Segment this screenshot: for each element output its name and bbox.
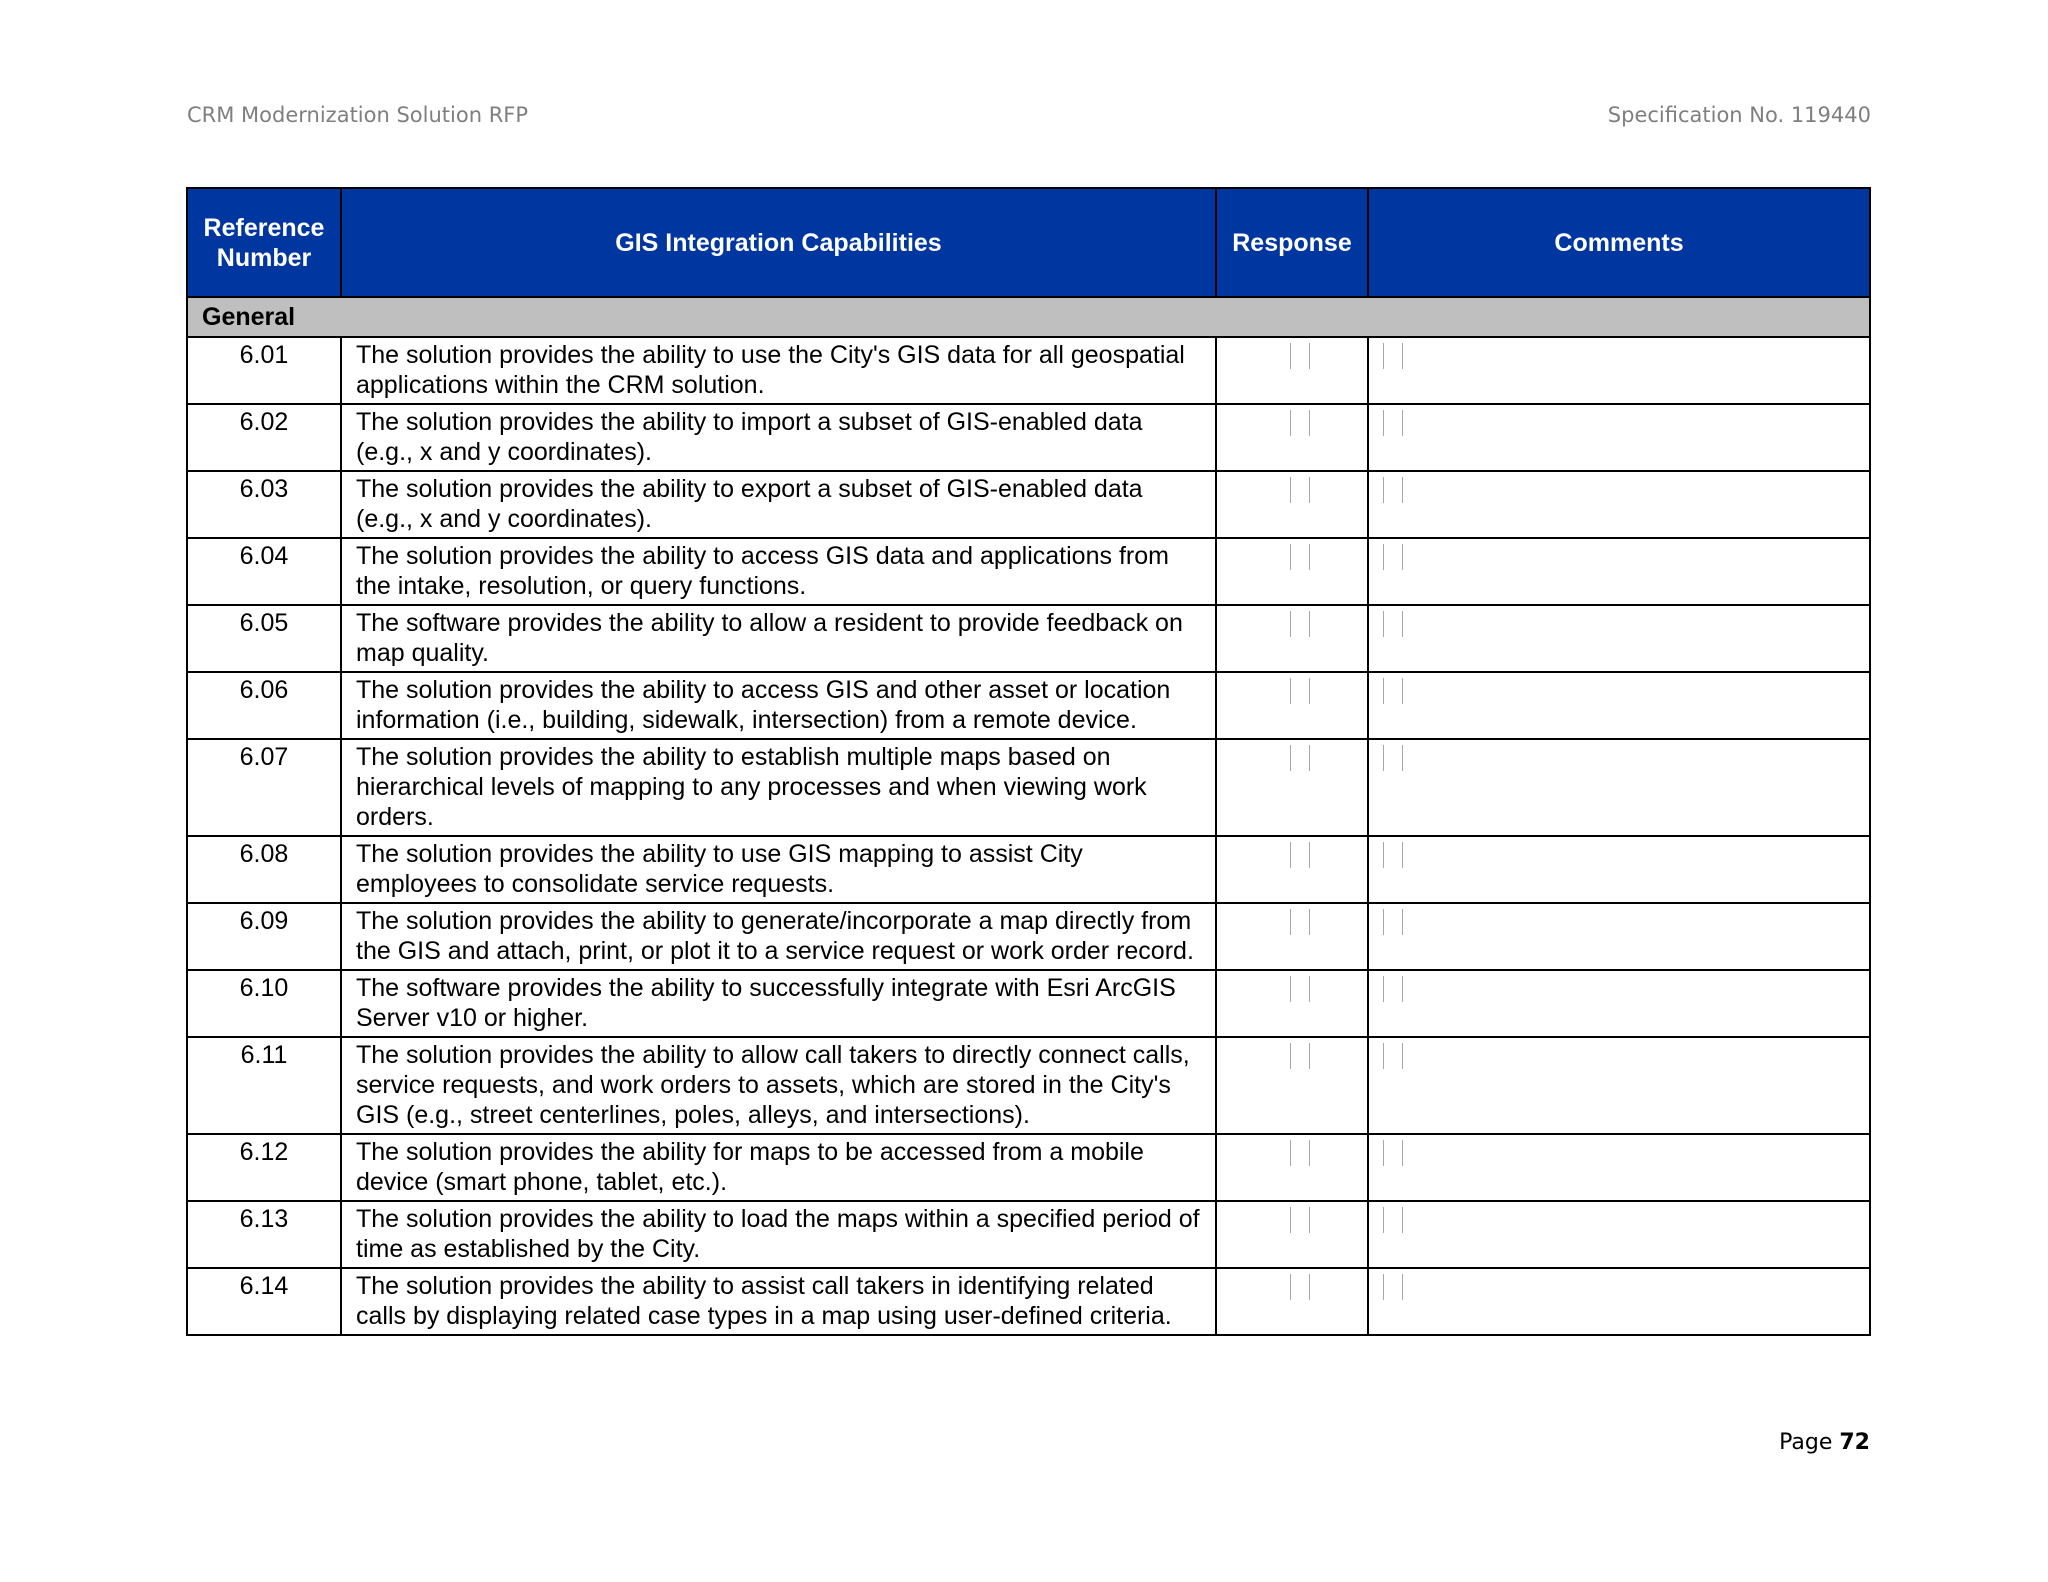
comments-form-field[interactable]	[1383, 842, 1403, 868]
comments-form-field[interactable]	[1383, 1274, 1403, 1300]
comments-cell[interactable]	[1368, 404, 1870, 471]
reference-number-cell: 6.04	[187, 538, 341, 605]
column-header-comments: Comments	[1368, 188, 1870, 297]
comments-cell[interactable]	[1368, 672, 1870, 739]
capability-description-cell: The software provides the ability to allow a resident to provide feedback on map quality.	[341, 605, 1216, 672]
capability-description-cell: The solution provides the ability to use the City's GIS data for all geospatial applications within the CRM solution.	[341, 337, 1216, 404]
response-form-field[interactable]	[1290, 842, 1310, 868]
comments-cell[interactable]	[1368, 836, 1870, 903]
comments-cell[interactable]	[1368, 605, 1870, 672]
page-number: 72	[1839, 1430, 1870, 1455]
reference-number-cell: 6.10	[187, 970, 341, 1037]
capability-description-cell: The solution provides the ability to access GIS and other asset or location information (i.e., building, sidewalk, intersection) from a remote device.	[341, 672, 1216, 739]
response-cell[interactable]	[1216, 471, 1368, 538]
response-form-field[interactable]	[1290, 1140, 1310, 1166]
capability-description-cell: The software provides the ability to successfully integrate with Esri ArcGIS Server v10 or higher.	[341, 970, 1216, 1037]
response-form-field[interactable]	[1290, 678, 1310, 704]
column-header-response: Response	[1216, 188, 1368, 297]
capability-description-cell: The solution provides the ability to load the maps within a specified period of time as established by the City.	[341, 1201, 1216, 1268]
comments-cell[interactable]	[1368, 538, 1870, 605]
capability-description-cell: The solution provides the ability to use GIS mapping to assist City employees to consolidate service requests.	[341, 836, 1216, 903]
requirements-table	[186, 187, 1871, 1336]
capability-description-cell: The solution provides the ability to export a subset of GIS-enabled data (e.g., x and y coordinates).	[341, 471, 1216, 538]
comments-cell[interactable]	[1368, 970, 1870, 1037]
response-form-field[interactable]	[1290, 976, 1310, 1002]
capability-description-cell: The solution provides the ability to import a subset of GIS-enabled data (e.g., x and y coordinates).	[341, 404, 1216, 471]
response-cell[interactable]	[1216, 538, 1368, 605]
response-cell[interactable]	[1216, 1201, 1368, 1268]
comments-form-field[interactable]	[1383, 678, 1403, 704]
comments-cell[interactable]	[1368, 471, 1870, 538]
table-row	[187, 471, 1870, 538]
table-row	[187, 1201, 1870, 1268]
table-row	[187, 1268, 1870, 1335]
section-label: General	[187, 297, 1870, 337]
response-form-field[interactable]	[1290, 1043, 1310, 1069]
table-row	[187, 337, 1870, 404]
response-cell[interactable]	[1216, 605, 1368, 672]
reference-number-cell: 6.12	[187, 1134, 341, 1201]
comments-cell[interactable]	[1368, 1134, 1870, 1201]
column-header-capabilities: GIS Integration Capabilities	[341, 188, 1216, 297]
section-row-general	[187, 297, 1870, 337]
response-cell[interactable]	[1216, 1134, 1368, 1201]
response-form-field[interactable]	[1290, 745, 1310, 771]
comments-form-field[interactable]	[1383, 745, 1403, 771]
page-label: Page	[1779, 1430, 1833, 1455]
comments-cell[interactable]	[1368, 1268, 1870, 1335]
capability-description-cell: The solution provides the ability to generate/incorporate a map directly from the GIS and attach, print, or plot it to a service request or work order record.	[341, 903, 1216, 970]
table-row	[187, 1134, 1870, 1201]
table-row	[187, 1037, 1870, 1134]
response-cell[interactable]	[1216, 836, 1368, 903]
comments-form-field[interactable]	[1383, 611, 1403, 637]
response-cell[interactable]	[1216, 739, 1368, 836]
page-footer	[1779, 1430, 1870, 1455]
reference-number-cell: 6.13	[187, 1201, 341, 1268]
response-form-field[interactable]	[1290, 410, 1310, 436]
comments-cell[interactable]	[1368, 1037, 1870, 1134]
response-form-field[interactable]	[1290, 1274, 1310, 1300]
comments-cell[interactable]	[1368, 903, 1870, 970]
table-row	[187, 739, 1870, 836]
comments-form-field[interactable]	[1383, 410, 1403, 436]
response-form-field[interactable]	[1290, 477, 1310, 503]
comments-form-field[interactable]	[1383, 976, 1403, 1002]
reference-number-cell: 6.03	[187, 471, 341, 538]
table-row	[187, 404, 1870, 471]
reference-number-cell: 6.08	[187, 836, 341, 903]
table-row	[187, 970, 1870, 1037]
capability-description-cell: The solution provides the ability to establish multiple maps based on hierarchical levels of mapping to any processes and when viewing work orders.	[341, 739, 1216, 836]
table-header-row	[187, 188, 1870, 297]
capability-description-cell: The solution provides the ability to access GIS data and applications from the intake, resolution, or query functions.	[341, 538, 1216, 605]
column-header-reference-number: Reference Number	[187, 188, 341, 297]
comments-cell[interactable]	[1368, 739, 1870, 836]
table-row	[187, 903, 1870, 970]
response-cell[interactable]	[1216, 672, 1368, 739]
comments-cell[interactable]	[1368, 337, 1870, 404]
reference-number-cell: 6.02	[187, 404, 341, 471]
response-cell[interactable]	[1216, 970, 1368, 1037]
table-row	[187, 836, 1870, 903]
capability-description-cell: The solution provides the ability for maps to be accessed from a mobile device (smart phone, tablet, etc.).	[341, 1134, 1216, 1201]
comments-form-field[interactable]	[1383, 477, 1403, 503]
comments-form-field[interactable]	[1383, 1043, 1403, 1069]
reference-number-cell: 6.11	[187, 1037, 341, 1134]
response-cell[interactable]	[1216, 404, 1368, 471]
response-cell[interactable]	[1216, 337, 1368, 404]
reference-number-cell: 6.09	[187, 903, 341, 970]
response-form-field[interactable]	[1290, 544, 1310, 570]
comments-form-field[interactable]	[1383, 1207, 1403, 1233]
response-form-field[interactable]	[1290, 343, 1310, 369]
response-cell[interactable]	[1216, 1268, 1368, 1335]
capability-description-cell: The solution provides the ability to assist call takers in identifying related calls by displaying related case types in a map using user-defined criteria.	[341, 1268, 1216, 1335]
reference-number-cell: 6.01	[187, 337, 341, 404]
response-cell[interactable]	[1216, 903, 1368, 970]
comments-cell[interactable]	[1368, 1201, 1870, 1268]
specification-number: Specification No. 119440	[1607, 103, 1871, 127]
reference-number-cell: 6.14	[187, 1268, 341, 1335]
response-form-field[interactable]	[1290, 909, 1310, 935]
response-form-field[interactable]	[1290, 1207, 1310, 1233]
comments-form-field[interactable]	[1383, 909, 1403, 935]
reference-number-cell: 6.05	[187, 605, 341, 672]
comments-form-field[interactable]	[1383, 1140, 1403, 1166]
reference-number-cell: 6.06	[187, 672, 341, 739]
reference-number-cell: 6.07	[187, 739, 341, 836]
document-header-title: CRM Modernization Solution RFP	[187, 103, 529, 127]
table-row	[187, 538, 1870, 605]
response-form-field[interactable]	[1290, 611, 1310, 637]
comments-form-field[interactable]	[1383, 544, 1403, 570]
table-row	[187, 672, 1870, 739]
comments-form-field[interactable]	[1383, 343, 1403, 369]
table-row	[187, 605, 1870, 672]
response-cell[interactable]	[1216, 1037, 1368, 1134]
capability-description-cell: The solution provides the ability to allow call takers to directly connect calls, service requests, and work orders to assets, which are stored in the City's GIS (e.g., street centerlines, poles, alleys, and intersections).	[341, 1037, 1216, 1134]
